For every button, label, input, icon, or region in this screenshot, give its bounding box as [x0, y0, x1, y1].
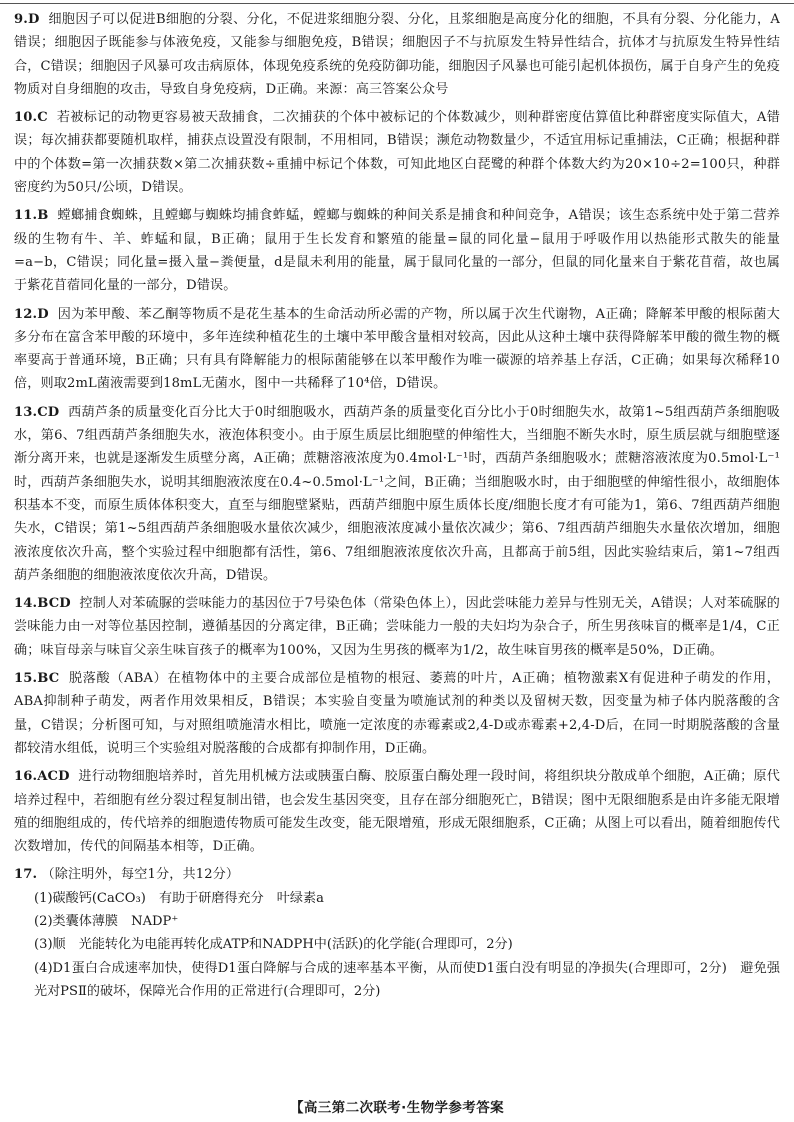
answer-text: 控制人对苯硫脲的尝味能力的基因位于7号染色体（常染色体上），因此尝味能力差异与性别无关，A错误；人对苯硫脲的尝味能力由一对等位基因控制，遵循基因的分离定律，B正确；尝味能力一般的夫妇均为杂合子，所生男孩味盲的概率是1/4，C正确；味盲母亲与味盲父亲生味盲孩子的概率为100%，又因为生男孩的概率为1/2，故生味盲男孩的概率是50%，D正确。	[14, 596, 780, 658]
answer-q9	[14, 8, 780, 101]
answer-number: 14.BCD	[14, 596, 71, 612]
answer-q13	[14, 401, 780, 587]
answer-text: 细胞因子可以促进B细胞的分裂、分化，不促进浆细胞分裂、分化，且浆细胞是高度分化的细胞，不具有分裂、分化能力，A错误；细胞因子既能参与体液免疫，又能参与细胞免疫，B错误；细胞因子不与抗原发生特异性结合，抗体才与抗原发生特异性结合，C错误；细胞因子风暴可攻击病原体，体现免疫系统的免疫防御功能，细胞因子风暴也可能引起机体损伤，属于自身产生的免疫物质对自身细胞的攻击，导致自身免疫病，D正确。来源：高三答案公众号	[14, 12, 781, 97]
answer-number: 10.C	[14, 110, 48, 126]
answer-number: 11.B	[14, 208, 49, 224]
answer-text: （除注明外，每空1分，共12分）	[41, 867, 240, 883]
answer-number: 17.	[14, 867, 38, 883]
q17-sub-3: (3)顺 光能转化为电能再转化成ATP和NADPH中(活跃)的化学能(合理即可，2分)	[34, 937, 513, 953]
answer-number: 16.ACD	[14, 769, 70, 785]
answer-q16	[14, 765, 780, 858]
answer-number: 13.CD	[14, 404, 60, 420]
answer-text: 脱落酸（ABA）在植物体中的主要合成部位是植物的根冠、萎蔫的叶片，A正确；植物激素X有促进种子萌发的作用，ABA抑制种子萌发，两者作用效果相反，B错误；本实验自变量为喷施试剂的种类以及留树天数，因变量为柿子体内脱落酸的含量，C错误；分析图可知，与对照组喷施清水相比，喷施一定浓度的赤霉素或2,4-D或赤霉素+2,4-D后，在同一时期脱落酸的含量都较清水组低，说明三个实验组对脱落酸的合成都有抑制作用，D正确。	[14, 671, 780, 756]
answer-text: 进行动物细胞培养时，首先用机械方法或胰蛋白酶、胶原蛋白酶处理一段时间，将组织块分散成单个细胞，A正确；原代培养过程中，若细胞有丝分裂过程复制出错，也会发生基因突变，且存在部分细胞死亡，B错误；图中无限细胞系是由许多能无限增殖的细胞组成的，传代培养的细胞遗传物质可能发生改变，能无限增殖，形成无限细胞系，C正确；从图上可以看出，随着细胞传代次数增加，传代的间隔基本相等，D正确。	[14, 769, 781, 855]
answer-text: 螳螂捕食蜘蛛，且螳螂与蜘蛛均捕食蚱蜢，螳螂与蜘蛛的种间关系是捕食和种间竞争，A错误；该生态系统中处于第二营养级的生物有牛、羊、蚱蜢和鼠，B正确；鼠用于生长发育和繁殖的能量=鼠的同化量−鼠用于呼吸作用以热能形式散失的能量=a−b，C错误；同化量=摄入量−粪便量，d是鼠未利用的能量，属于鼠同化量的一部分，但鼠的同化量来自于紫花苜蓿，故也属于紫花苜蓿同化量的一部分，D错误。	[14, 208, 780, 294]
page-footer: 【高三第二次联考·生物学参考答案	[289, 1100, 505, 1116]
answer-q14	[14, 592, 780, 662]
top-rule	[0, 3, 794, 4]
answer-q11	[14, 204, 780, 297]
answer-q15	[14, 667, 780, 760]
q17-sub-4: (4)D1蛋白合成速率加快，使得D1蛋白降解与合成的速率基本平衡，从而使D1蛋白没有明显的净损失(合理即可，2分) 避免强光对PSⅡ的破坏，保障光合作用的正常进行(合理即可，2分)	[34, 960, 780, 999]
answer-text: 西葫芦条的质量变化百分比大于0时细胞吸水，西葫芦条的质量变化百分比小于0时细胞失水，故第1~5组西葫芦条细胞吸水，第6、7组西葫芦条细胞失水，液泡体积变小。由于原生质层比细胞壁的伸缩性大，当细胞不断失水时，原生质层就与细胞壁逐渐分离开来，也就是逐渐发生质壁分离，A正确；蔗糖溶液浓度为0.4mol·L⁻¹时，西葫芦条细胞吸水；蔗糖溶液浓度为0.5mol·L⁻¹时，西葫芦条细胞失水，说明其细胞液浓度在0.4~0.5mol·L⁻¹之间，B正确；当细胞吸水时，由于细胞壁的伸缩性很小，故细胞体积基本不变，而原生质体体积变大，直至与细胞壁紧贴，西葫芦细胞中原生质体长度/细胞长度才有可能为1，第6、7组西葫芦细胞失水，C错误；第1~5组西葫芦条细胞吸水量依次减少，细胞液浓度减小量依次减少；第6、7组西葫芦细胞失水量依次增加，细胞液浓度依次升高，整个实验过程中细胞都有活性，第6、7组细胞液浓度依次升高，且都高于前5组，因此实验结束后，第1~7组西葫芦条细胞的细胞液浓度依次升高，D错误。	[14, 404, 781, 583]
answer-q12	[14, 303, 780, 396]
answer-text: 因为苯甲酸、苯乙酮等物质不是花生基本的生命活动所必需的产物，所以属于次生代谢物，A正确；降解苯甲酸的根际菌大多分布在富含苯甲酸的环境中，多年连续种植花生的土壤中苯甲酸含量相对较高，因此从这种土壤中获得降解苯甲酸的微生物的概率要高于普通环境，B正确；只有具有降解能力的根际菌能够在以苯甲酸作为唯一碳源的培养基上存活，C正确；如果每次稀释10倍，则取2mL菌液需要到18mL无菌水，图中一共稀释了10⁴倍，D错误。	[14, 306, 780, 392]
answer-number: 9.D	[14, 12, 40, 27]
answer-q10	[14, 106, 780, 199]
q17-sub-1: (1)碳酸钙(CaCO₃) 有助于研磨得充分 叶绿素a	[34, 890, 324, 906]
answer-number: 15.BC	[14, 671, 60, 687]
answer-number: 12.D	[14, 306, 49, 322]
q17-sub-2: (2)类囊体薄膜 NADP⁺	[34, 913, 179, 929]
answer-text: 若被标记的动物更容易被天敌捕食，二次捕获的个体中被标记的个体数减少，则种群密度估算值比种群密度实际值大，A错误；每次捕获都要随机取样，捕获点设置没有限制，不用相同，B错误；濒危动物数量少，不适宜用标记重捕法，C正确；根据种群中的个体数=第一次捕获数×第二次捕获数÷重捕中标记个体数，可知此地区白琵鹭的种群个体数大约为20×10÷2=100只，种群密度约为50只/公顷，D错误。	[14, 110, 780, 196]
answer-q17	[14, 863, 780, 886]
